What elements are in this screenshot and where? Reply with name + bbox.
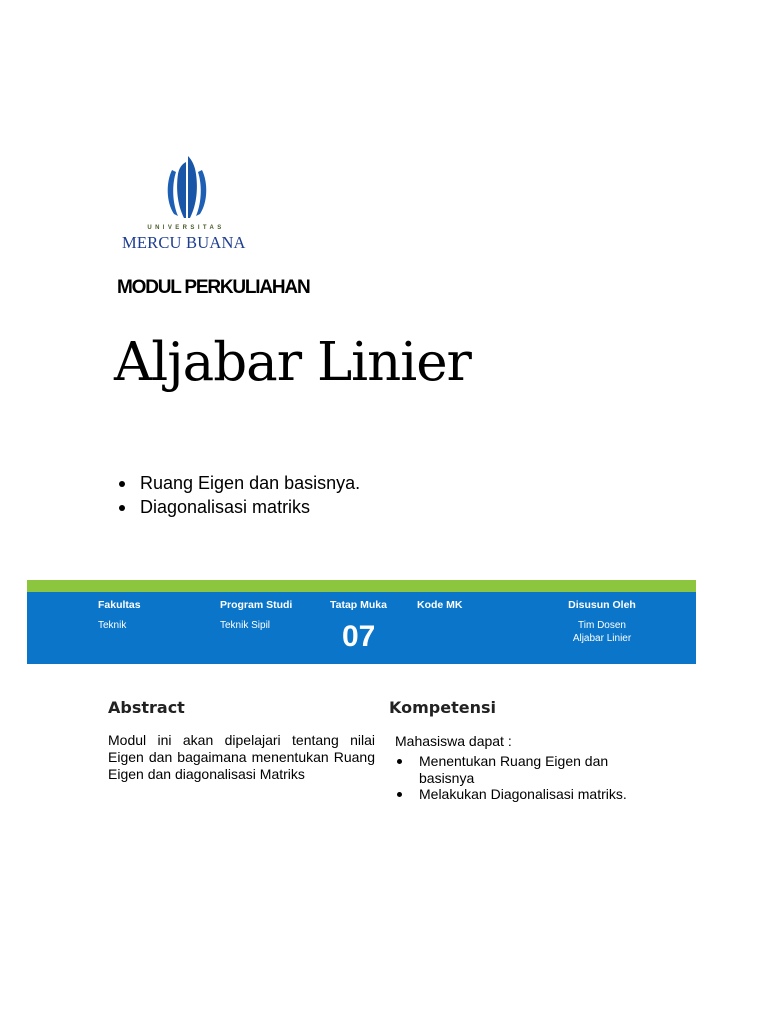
university-logo <box>116 147 256 255</box>
kode-mk-label: Kode MK <box>417 599 463 611</box>
logo-name-text: MERCU BUANA <box>122 233 246 252</box>
module-title: Aljabar Linier <box>114 332 471 393</box>
abstract-text: Modul ini akan dipelajari tentang nilai Eigen dan bagaimana menentukan Ruang Eigen dan diagonalisasi Matriks <box>108 732 375 782</box>
kompetensi-intro: Mahasiswa dapat : <box>395 733 512 749</box>
kompetensi-list <box>395 753 655 803</box>
topic-list <box>117 472 360 519</box>
tatap-muka-value: 07 <box>342 620 376 653</box>
fakultas-value: Teknik <box>98 620 127 631</box>
kompetensi-item: Menentukan Ruang Eigen dan basisnya <box>395 753 655 786</box>
info-band-green-stripe <box>27 580 696 592</box>
abstract-heading: Abstract <box>108 698 185 717</box>
mercu-buana-emblem-icon <box>164 152 210 222</box>
kompetensi-item: Melakukan Diagonalisasi matriks. <box>395 786 655 803</box>
logo-univ-text: UNIVERSITAS <box>147 225 225 231</box>
kompetensi-heading: Kompetensi <box>389 698 496 717</box>
disusun-oleh-line2: Aljabar Linier <box>572 633 632 644</box>
fakultas-label: Fakultas <box>98 599 141 611</box>
topic-item: Ruang Eigen dan basisnya. <box>117 472 360 496</box>
disusun-oleh-label: Disusun Oleh <box>568 599 636 611</box>
module-subtitle: MODUL PERKULIAHAN <box>117 277 310 298</box>
tatap-muka-label: Tatap Muka <box>330 599 387 611</box>
program-studi-value: Teknik Sipil <box>220 620 271 631</box>
program-studi-label: Program Studi <box>220 599 293 611</box>
topic-item: Diagonalisasi matriks <box>117 496 360 520</box>
disusun-oleh-line1: Tim Dosen <box>578 620 626 631</box>
